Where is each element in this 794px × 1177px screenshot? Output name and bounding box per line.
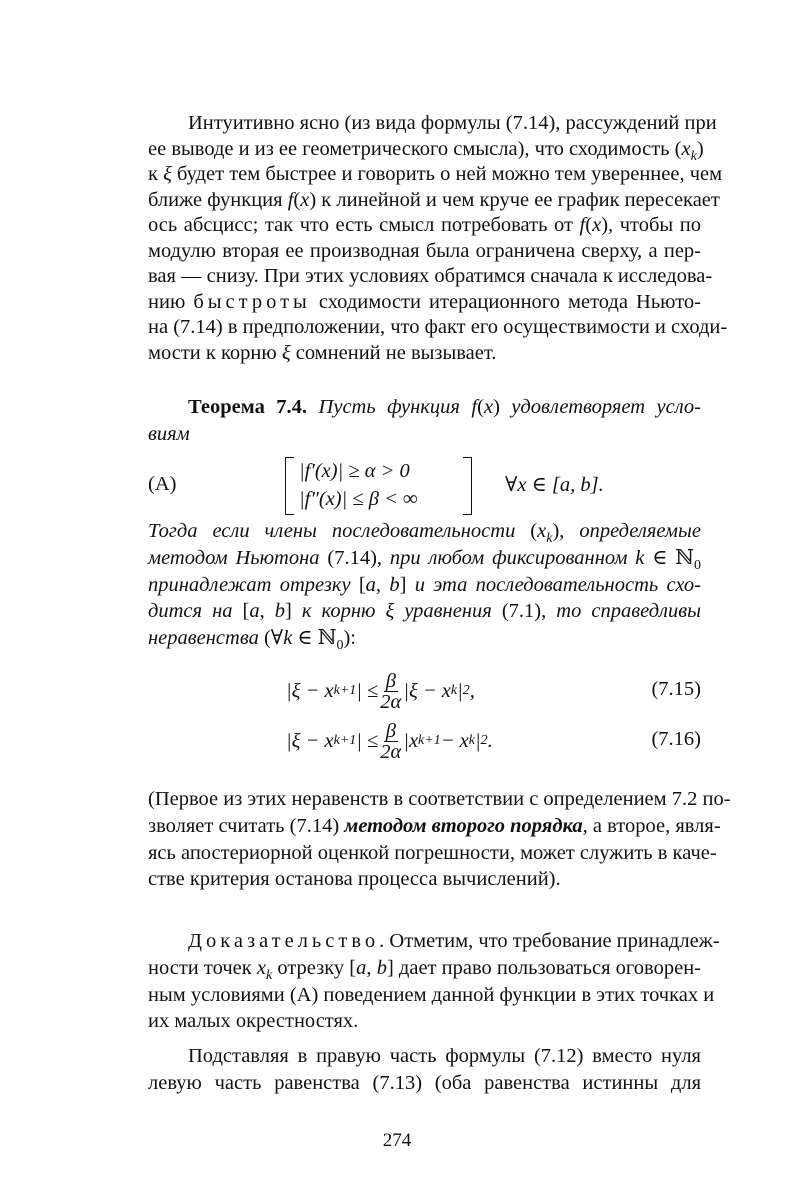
text-line: [148, 598, 701, 625]
text-run: отрезку [: [272, 956, 357, 979]
text-run: и эта последовательность схо-: [414, 573, 701, 596]
text-run: Теорема 7.4.: [188, 396, 319, 418]
text-line: [148, 239, 701, 265]
text-run: ,: [366, 956, 377, 979]
text-run: ∈ ℕ: [292, 627, 337, 650]
text-run: их малых окрестностях.: [148, 1010, 359, 1033]
text-run: x: [483, 396, 494, 418]
text-run: левую часть равенства (7.13) (оба равенства истинны для: [148, 1071, 701, 1094]
text-run: (: [585, 214, 593, 236]
text-line: [148, 1070, 701, 1097]
text-run: x: [537, 520, 547, 542]
text-run: Тогда если члены последовательности: [148, 520, 531, 542]
text-run: ,: [375, 573, 390, 596]
text-run: (Первое из этих неравенств в соответствии с определением 7.2 по-: [148, 788, 731, 810]
text-run: ξ: [281, 341, 291, 364]
fraction: $\frac{\beta}{2\alpha}$: [380, 719, 402, 763]
text-run: ее выводе и из ее геометрического смысла), что сходимость (: [148, 137, 682, 160]
text-run: ось абсцисс; так что есть смысл потребовать от: [148, 214, 580, 236]
text-run: будет тем быстрее и говорить о ней можно тем увереннее, чем: [171, 163, 723, 185]
text-run: f: [287, 188, 294, 211]
text-run: (7.14),: [327, 546, 390, 569]
right-bracket: [463, 457, 472, 515]
text-run: . Отметим, что требование принадлеж-: [379, 930, 720, 952]
text-line: [148, 866, 701, 893]
text-run: методом второго порядка: [344, 814, 583, 837]
condition-system: [285, 455, 607, 515]
text-run: к корню ξ уравнения: [301, 600, 502, 623]
equation-7-15: [148, 666, 701, 716]
text-run: принадлежат отрезку: [148, 573, 359, 596]
equation-body: |ξ − x k+1 | ≤ $\frac{\beta}{2\alpha}$ |x k+1 − x k | 2 .: [286, 719, 493, 763]
text-line: [148, 982, 715, 1009]
equation-number: (7.16): [651, 728, 701, 750]
remark-paragraph: [148, 786, 731, 893]
text-run: k: [546, 531, 553, 546]
condition-label: (A): [148, 473, 177, 495]
condition-a: [148, 455, 701, 515]
fraction: $\frac{\beta}{2\alpha}$: [380, 669, 402, 713]
text-run: ): [696, 137, 704, 160]
text-run: виям: [148, 422, 190, 445]
condition-domain: ∀x ∈ [a, b].: [505, 474, 604, 496]
equation-body: |ξ − x k+1 | ≤ $\frac{\beta}{2\alpha}$ |ξ − x k | 2 ,: [286, 669, 475, 713]
text-run: (∀: [263, 627, 284, 650]
text-line: [148, 394, 701, 421]
text-run: , а второе, явля-: [582, 814, 721, 837]
text-run: быстроты: [193, 290, 311, 313]
text-line: [148, 162, 723, 188]
text-line: [148, 290, 701, 316]
text-run: ближе функция: [148, 188, 288, 211]
text-run: (: [530, 520, 538, 542]
text-run: ), чтобы по: [601, 214, 701, 236]
text-run: ξ: [163, 163, 172, 185]
text-run: x: [256, 956, 266, 979]
text-run: Пусть функция: [318, 396, 472, 418]
text-run: к: [148, 163, 164, 185]
text-line: [148, 955, 701, 982]
left-bracket: [285, 457, 294, 515]
theorem-body: [148, 518, 701, 652]
text-run: a: [249, 600, 260, 623]
text-run: то справедливы: [556, 600, 702, 623]
text-run: мости к корню: [148, 341, 282, 364]
text-run: (7.1),: [501, 600, 557, 623]
equation-7-16: [148, 716, 701, 766]
page-number: 274: [382, 1130, 412, 1151]
text-line: [148, 545, 701, 572]
text-run: нию: [148, 290, 194, 313]
text-run: ясь апостериорной оценкой погрешности, может служить в каче-: [148, 841, 717, 864]
text-run: ): [493, 396, 512, 418]
text-run: модулю вторая ее производная была ограничена сверху, а пер-: [148, 239, 701, 262]
text-run: Доказательство: [188, 930, 380, 952]
text-run: определяемые: [579, 520, 701, 542]
text-run: сходимости итерационного метода Ньюто-: [310, 290, 701, 313]
text-line: [148, 572, 701, 599]
text-run: ) к линейной и чем круче ее график пересекает: [309, 188, 720, 211]
condition-row-2: |f″(x)| ≤ β < ∞: [299, 488, 418, 510]
text-run: f: [471, 396, 478, 418]
text-run: x: [681, 137, 691, 160]
text-run: ]: [285, 600, 302, 623]
text-run: f: [579, 214, 586, 236]
text-run: дится на: [148, 600, 243, 623]
text-run: (: [293, 188, 301, 211]
text-run: неравенства: [148, 627, 264, 650]
intro-paragraph: [148, 111, 728, 366]
text-line: [148, 928, 720, 955]
text-run: ности точек: [148, 956, 257, 979]
text-run: k: [265, 967, 273, 983]
text-run: [: [242, 600, 250, 623]
text-run: [: [358, 573, 366, 596]
theorem-heading: [148, 394, 701, 448]
text-run: ),: [552, 520, 580, 542]
text-run: ]: [399, 573, 415, 596]
text-run: ным условиями (А) поведением данной функции в этих точках и: [148, 983, 715, 1006]
text-run: при любом фиксированном k: [389, 546, 645, 569]
text-run: b: [274, 600, 286, 623]
text-run: x: [300, 188, 310, 211]
text-line: [148, 264, 713, 290]
text-run: b: [376, 956, 387, 979]
text-line: [148, 518, 701, 545]
text-run: ,: [259, 600, 275, 623]
text-line: [148, 315, 728, 341]
condition-row-1: |f′(x)| ≥ α > 0: [299, 460, 410, 482]
text-line: [148, 213, 701, 239]
text-run: a: [356, 956, 367, 979]
text-run: (: [477, 396, 484, 418]
text-run: вая — снизу. При этих условиях обратимся сначала к исследова-: [148, 265, 713, 287]
text-line: [148, 137, 704, 164]
text-line: [148, 1043, 701, 1070]
text-run: b: [389, 573, 400, 596]
text-run: на (7.14) в предположении, что факт его осуществимости и сходи-: [148, 316, 728, 338]
text-run: стве критерия останова процесса вычислений).: [148, 868, 561, 891]
text-run: удовлетворяет усло-: [511, 396, 702, 418]
text-run: 0: [336, 638, 344, 654]
text-line: [148, 786, 731, 813]
text-run: x: [592, 214, 602, 236]
text-line: [148, 625, 701, 652]
text-line: [148, 111, 717, 137]
text-run: ∈ ℕ: [644, 546, 695, 569]
text-run: сомнений не вызывает.: [290, 341, 497, 364]
proof-paragraph: [148, 928, 720, 1035]
text-line: [148, 421, 701, 448]
text-line: [148, 188, 720, 214]
text-run: зволяет считать (7.14): [148, 814, 345, 837]
text-line: [148, 341, 701, 367]
text-run: a: [365, 573, 376, 596]
text-run: ] дает право пользоваться оговорен-: [386, 956, 701, 979]
equation-number: (7.15): [651, 678, 701, 700]
text-line: [148, 840, 717, 867]
text-run: ):: [343, 627, 356, 650]
text-run: 0: [694, 557, 702, 573]
continuation-paragraph: [148, 1043, 701, 1097]
text-run: Интуитивно ясно (из вида формулы (7.14), рассуждений при: [188, 112, 717, 134]
text-line: [148, 813, 721, 840]
text-run: Подставляя в правую часть формулы (7.12) вместо нуля: [188, 1045, 701, 1067]
text-run: k: [283, 627, 293, 650]
text-run: k: [690, 148, 697, 164]
text-line: [148, 1008, 701, 1035]
text-run: методом Ньютона: [148, 546, 328, 569]
